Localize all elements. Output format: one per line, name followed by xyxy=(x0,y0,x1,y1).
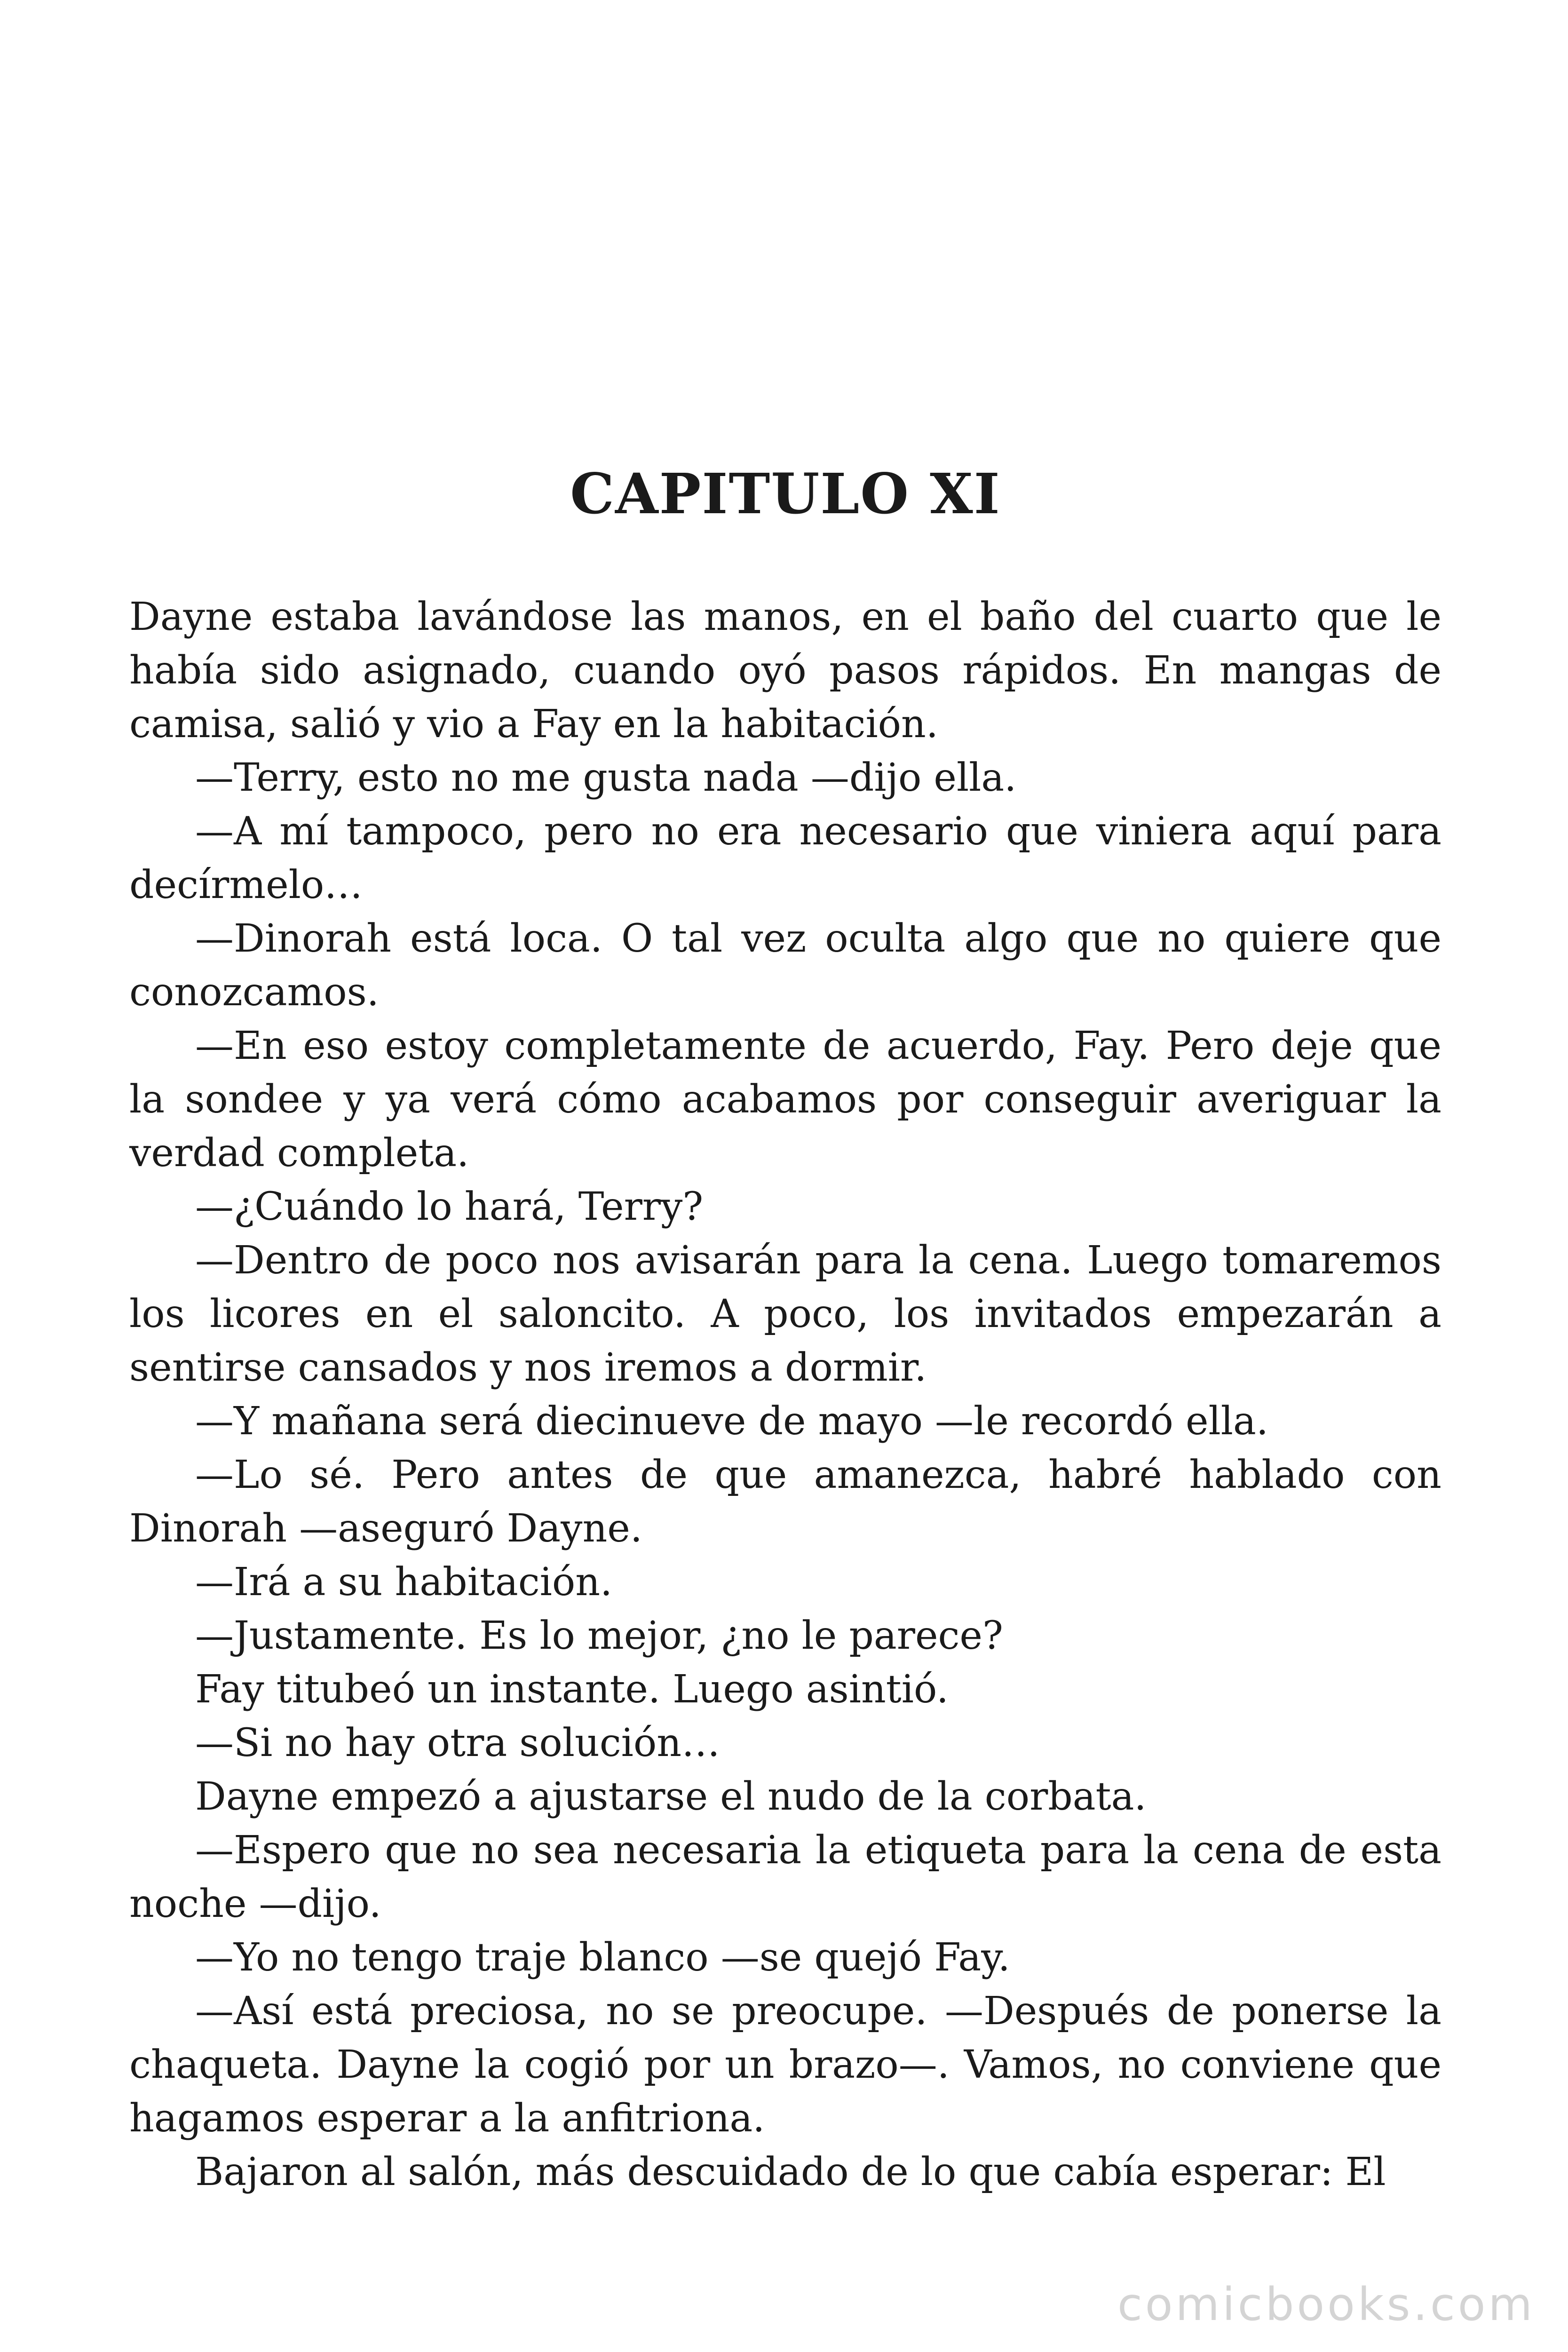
chapter-body xyxy=(129,590,1441,2199)
watermark: comicbooks.com xyxy=(1117,2278,1535,2331)
paragraph: Dayne estaba lavándose las manos, en el baño del cuarto que le había sido asignado, cuando oyó pasos rápidos. En mangas de camisa, salió y vio a Fay en la habitación. xyxy=(129,595,1441,747)
paragraph: —Así está preciosa, no se preocupe. —Después de ponerse la chaqueta. Dayne la cogió por un brazo—. Vamos, no conviene que hagamos esperar a la anfitriona. xyxy=(129,1989,1441,2141)
paragraph: —Lo sé. Pero antes de que amanezca, habré hablado con Dinorah —aseguró Dayne. xyxy=(129,1453,1441,1551)
paragraph: —Dentro de poco nos avisarán para la cena. Luego tomaremos los licores en el saloncito. A poco, los invitados empezarán a sentirse cansados y nos iremos a dormir. xyxy=(129,1238,1441,1390)
paragraph: Dayne empezó a ajustarse el nudo de la corbata. xyxy=(195,1774,1147,1819)
paragraph: —Dinorah está loca. O tal vez oculta algo que no quiere que conozcamos. xyxy=(129,916,1441,1015)
paragraph: —A mí tampoco, pero no era necesario que viniera aquí para decírmelo… xyxy=(129,809,1441,907)
paragraph: —Yo no tengo traje blanco —se quejó Fay. xyxy=(195,1935,1010,1980)
paragraph: —Terry, esto no me gusta nada —dijo ella. xyxy=(195,755,1017,800)
chapter-title: CAPITULO XI xyxy=(570,461,1001,526)
book-page xyxy=(129,459,1441,2199)
paragraph: Fay titubeó un instante. Luego asintió. xyxy=(195,1667,949,1712)
paragraph: —Y mañana será diecinueve de mayo —le recordó ella. xyxy=(195,1399,1268,1444)
paragraph: —¿Cuándo lo hará, Terry? xyxy=(195,1184,704,1229)
paragraph: —En eso estoy completamente de acuerdo, Fay. Pero deje que la sondee y ya verá cómo acabamos por conseguir averiguar la verdad completa. xyxy=(129,1024,1441,1176)
paragraph: —Espero que no sea necesaria la etiqueta para la cena de esta noche —dijo. xyxy=(129,1828,1441,1926)
paragraph: —Justamente. Es lo mejor, ¿no le parece? xyxy=(195,1613,1003,1658)
paragraph: —Irá a su habitación. xyxy=(195,1560,613,1605)
paragraph: Bajaron al salón, más descuidado de lo que cabía esperar: El xyxy=(195,2150,1386,2194)
paragraph: —Si no hay otra solución… xyxy=(195,1721,721,1765)
